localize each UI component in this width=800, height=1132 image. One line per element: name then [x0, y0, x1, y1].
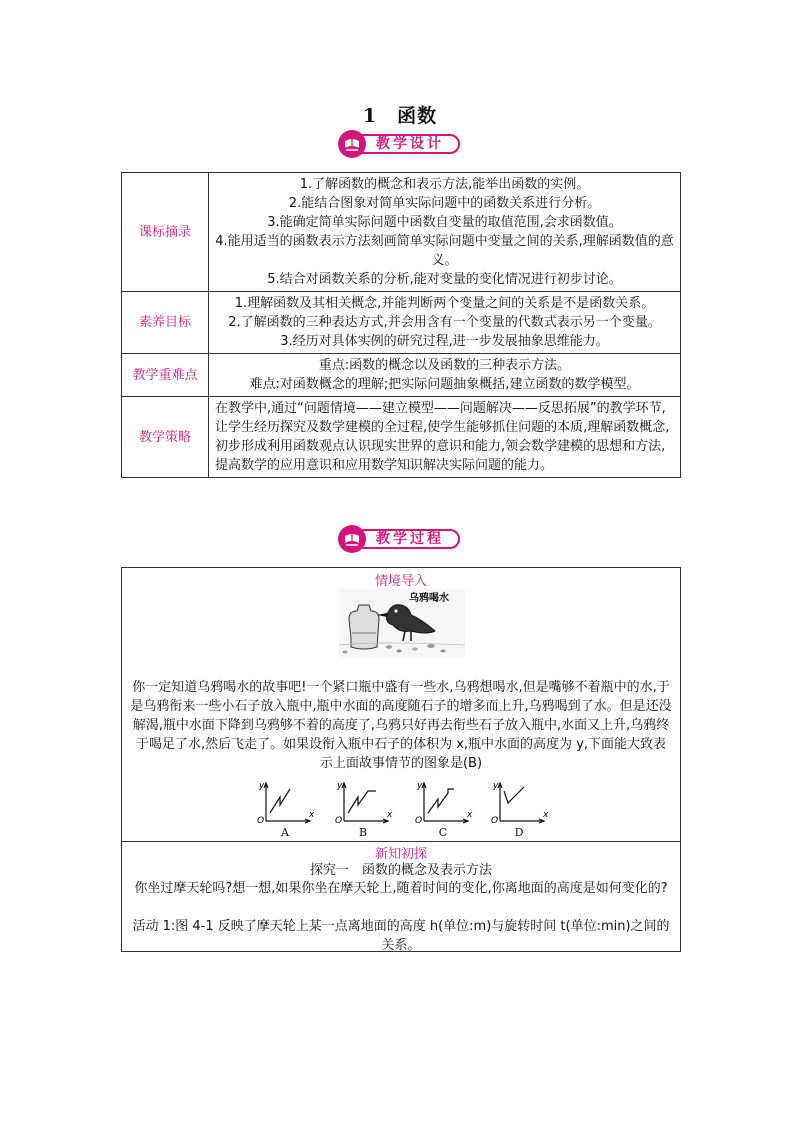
row-content — [209, 397, 681, 478]
content-line: 4.能用适当的函数表示方法刻画简单实际问题中变量之间的关系,理解函数值的意义。 — [215, 234, 674, 268]
content-line: 1.理解函数及其相关概念,并能判断两个变量之间的关系是不是函数关系。 — [234, 296, 655, 311]
content-line: 难点:对函数概念的理解;把实际问题抽象概括,建立函数的数学模型。 — [249, 377, 640, 392]
option-label: D — [514, 826, 524, 839]
book-emblem-icon — [338, 130, 366, 158]
table-row — [122, 397, 681, 478]
x-axis-label: x — [543, 810, 549, 820]
question-paragraph: 你坐过摩天轮吗?想一想,如果你坐在摩天轮上,随着时间的变化,你离地面的高度是如何变化的? — [134, 881, 668, 896]
y-axis-label: y — [493, 781, 499, 791]
banner-pill — [352, 529, 460, 549]
activity-paragraph: 活动 1:图 4-1 反映了摩天轮上某一点离地面的高度 h(单位:m)与旋转时间 t(单位:min)之间的关系。 — [132, 919, 670, 953]
content-line: 重点:函数的概念以及函数的三种表示方法。 — [318, 358, 571, 373]
intro-label: 情境导入 — [374, 574, 427, 589]
design-table — [121, 172, 681, 478]
y-axis-label: y — [417, 781, 423, 791]
y-axis-label: y — [337, 781, 343, 791]
table-row — [122, 173, 681, 292]
book-emblem-icon — [338, 525, 366, 553]
option-label: A — [281, 826, 289, 839]
section-divider — [122, 841, 680, 842]
origin-label: O — [257, 816, 265, 825]
row-label: 教学重难点 — [122, 354, 209, 397]
section-banner-process — [338, 525, 462, 553]
content-line: 3.经历对具体实例的研究过程,进一步发展抽象思维能力。 — [280, 334, 609, 349]
table-row — [122, 354, 681, 397]
table-row — [122, 292, 681, 354]
row-content — [209, 292, 681, 354]
page-title: 1 函数 — [362, 105, 438, 127]
option-label: B — [358, 826, 368, 839]
graph-option-a — [254, 779, 316, 839]
content-line: 5.结合对函数关系的分析,能对变量的变化情况进行初步讨论。 — [267, 272, 622, 287]
new-knowledge-label: 新知初探 — [374, 847, 427, 862]
banner-text: 教学过程 — [376, 531, 444, 547]
content-line: 1.了解函数的概念和表示方法,能举出函数的实例。 — [299, 177, 590, 192]
content-line: 在教学中,通过“问题情境——建立模型——问题解决——反思拓展”的教学环节,让学生经历探究及数学建模的全过程,使学生能够抓住问题的本质,理解函数概念,初步形成利用函数观点认识现实世界的意识和能力,领会数学建模的思想和方法,提高数学的应用意识和应用数学知识解决实际问题的能力。 — [215, 401, 670, 473]
process-box — [121, 567, 681, 952]
image-caption: 乌鸦喝水 — [409, 593, 449, 604]
row-content — [209, 354, 681, 397]
story-paragraph: 你一定知道乌鸦喝水的故事吧!一个紧口瓶中盛有一些水,乌鸦想喝水,但是嘴够不着瓶中的水,于是乌鸦衔来一些小石子放入瓶中,瓶中水面的高度随石子的增多而上升,乌鸦喝到了水。但是还没解渴,瓶中水面下降到乌鸦够不着的高度了,乌鸦只好再去衔些石子放入瓶中,水面又上升,乌鸦终于喝足了水,然后飞走了。如果设衔入瓶中石子的体积为 x,瓶中水面的高度为 y,下面能大致表示上面故事情节的图象是(B) — [130, 680, 672, 771]
option-label: C — [438, 826, 448, 839]
x-axis-label: x — [467, 810, 473, 820]
row-label: 课标摘录 — [122, 173, 209, 292]
origin-label: O — [491, 816, 499, 825]
banner-pill — [352, 134, 460, 154]
y-axis-label: y — [259, 781, 265, 791]
content-line: 3.能确定简单实际问题中函数自变量的取值范围,会求函数值。 — [267, 215, 622, 230]
section-banner-design — [338, 130, 462, 158]
crow-illustration — [339, 589, 465, 657]
row-label: 教学策略 — [122, 397, 209, 478]
row-content — [209, 173, 681, 292]
x-axis-label: x — [387, 810, 393, 820]
origin-label: O — [335, 816, 343, 825]
content-line: 2.了解函数的三种表达方式,并会用含有一个变量的代数式表示另一个变量。 — [228, 315, 661, 330]
content-line: 2.能结合图象对简单实际问题中的函数关系进行分析。 — [288, 196, 601, 211]
row-label: 素养目标 — [122, 292, 209, 354]
graph-option-b — [332, 779, 394, 839]
origin-label: O — [415, 816, 423, 825]
banner-text: 教学设计 — [376, 136, 444, 152]
graph-option-d — [488, 779, 550, 839]
graph-option-c — [412, 779, 474, 839]
x-axis-label: x — [309, 810, 315, 820]
explore-title: 探究一 函数的概念及表示方法 — [309, 863, 492, 878]
